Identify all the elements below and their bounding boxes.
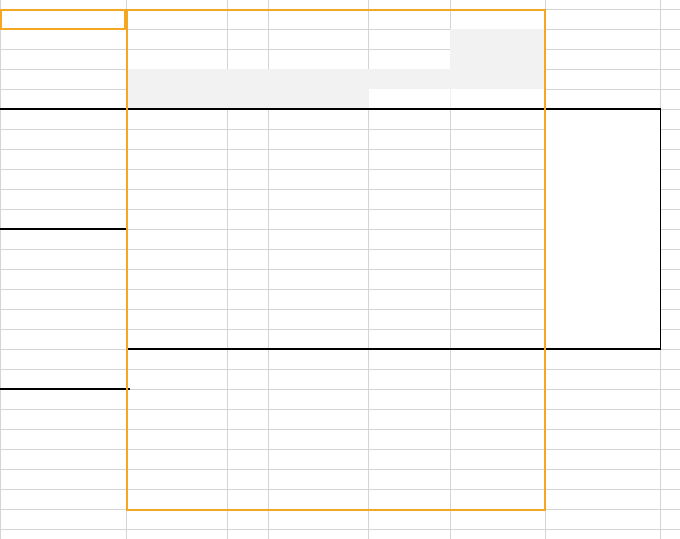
- main-table-border: [126, 9, 546, 511]
